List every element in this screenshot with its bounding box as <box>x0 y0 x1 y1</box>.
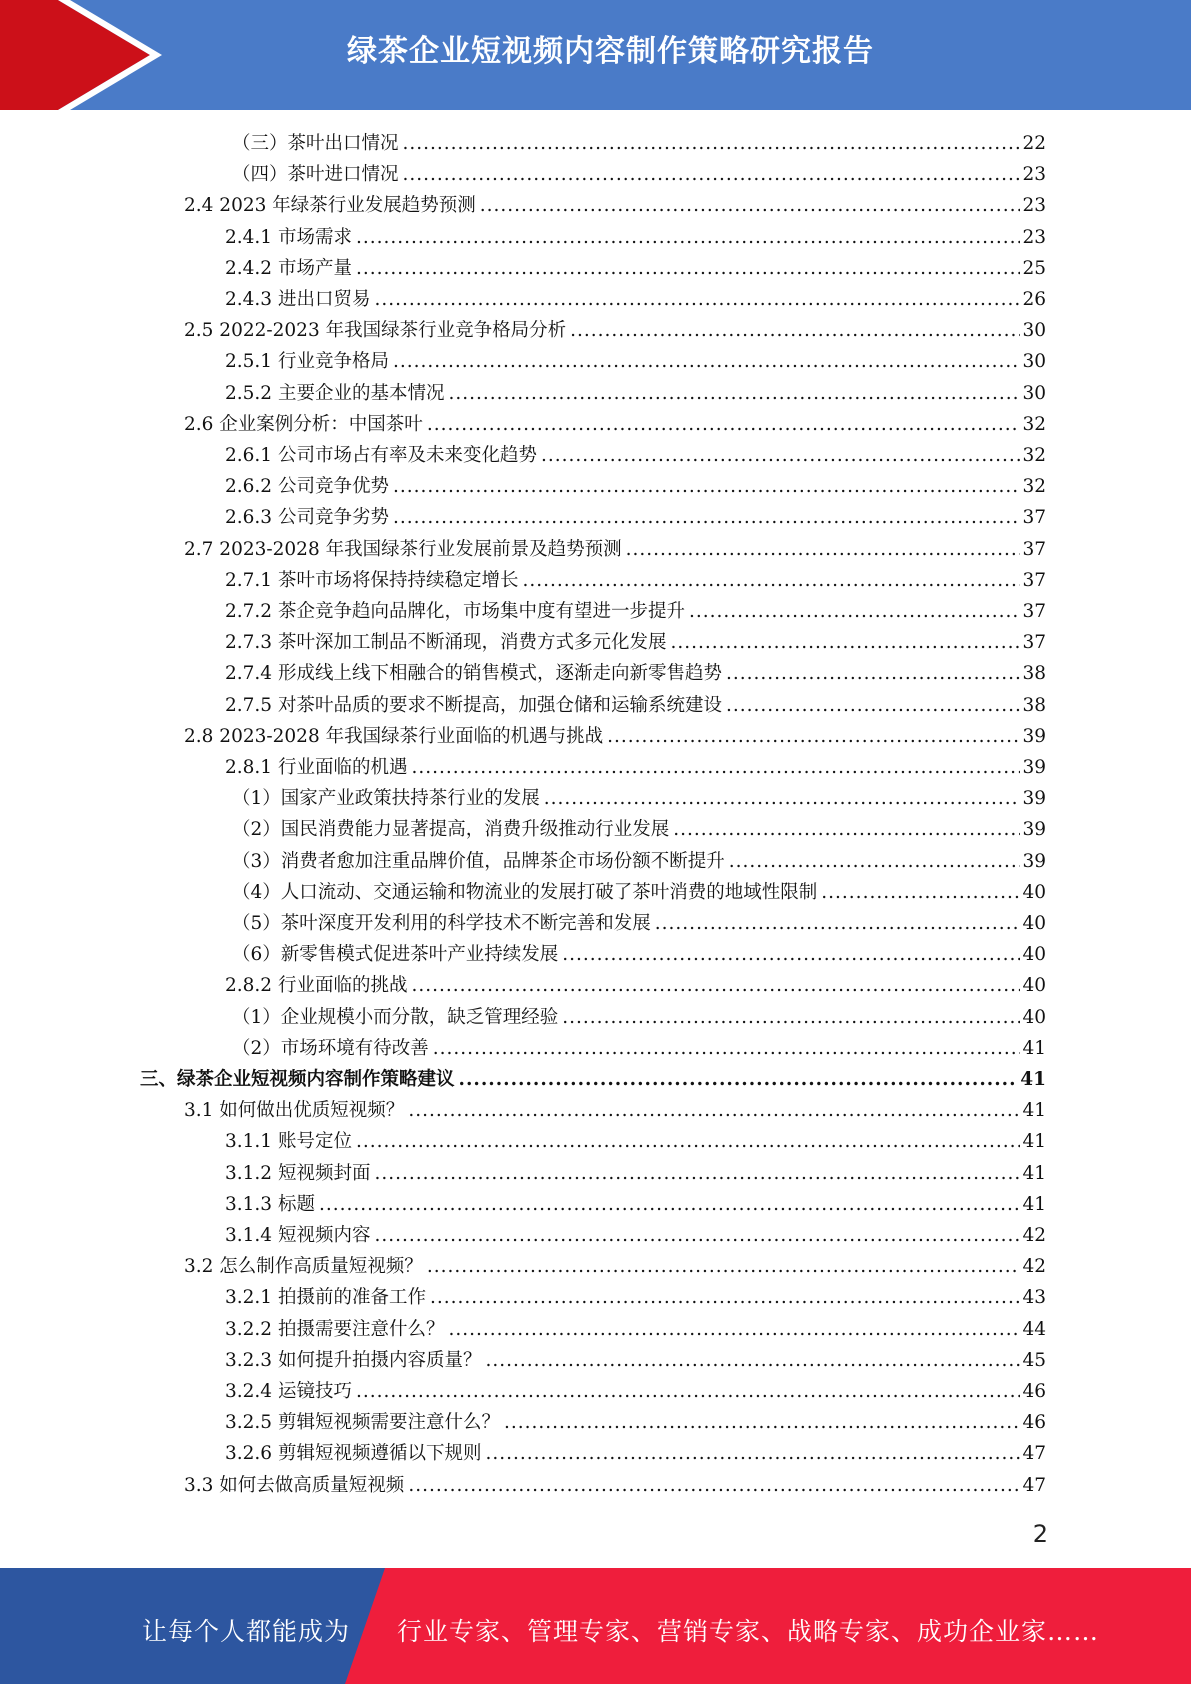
toc-dot-leader <box>689 596 1020 627</box>
toc-dot-leader <box>544 783 1021 814</box>
toc-dot-leader <box>356 253 1021 284</box>
toc-dot-leader <box>821 877 1020 908</box>
toc-entry-title: 2.7.1 茶叶市场将保持持续稳定增长 <box>225 569 519 591</box>
toc-entry-page: 25 <box>1022 257 1046 279</box>
toc-dot-leader <box>485 1438 1020 1469</box>
toc-dot-leader <box>374 284 1020 315</box>
toc-entry-page: 41 <box>1022 1100 1046 1122</box>
toc-entry[interactable] <box>232 1033 1046 1064</box>
toc-entry-title: 2.8.1 行业面临的机遇 <box>225 757 408 778</box>
toc-entry-page: 37 <box>1022 601 1046 622</box>
toc-entry-title: 2.7.3 茶叶深加工制品不断涌现，消费方式多元化发展 <box>225 632 667 654</box>
toc-dot-leader <box>562 939 1020 970</box>
toc-entry-title: 3.1 如何做出优质短视频？ <box>184 1100 405 1122</box>
toc-entry-page: 37 <box>1022 538 1046 560</box>
toc-entry[interactable] <box>225 690 1046 721</box>
toc-entry[interactable] <box>232 939 1046 970</box>
toc-dot-leader <box>459 1064 1019 1095</box>
toc-entry[interactable] <box>184 190 1046 221</box>
toc-entry-page: 30 <box>1022 351 1046 373</box>
toc-entry-page: 39 <box>1022 725 1046 747</box>
toc-entry-title: 2.6.3 公司竞争劣势 <box>225 507 389 529</box>
toc-dot-leader <box>726 658 1020 689</box>
toc-dot-leader <box>480 190 1021 221</box>
toc-entry[interactable] <box>225 1345 1046 1376</box>
toc-entry[interactable] <box>225 596 1046 627</box>
toc-entry-title: 3.2.2 拍摄需要注意什么？ <box>225 1318 445 1340</box>
toc-entry-title: 3.2.4 运镜技巧 <box>225 1381 352 1402</box>
toc-entry-title: 3.1.3 标题 <box>225 1193 315 1215</box>
toc-dot-leader <box>356 222 1021 253</box>
toc-dot-leader <box>403 128 1021 159</box>
toc-dot-leader <box>319 1189 1021 1220</box>
toc-entry-title: （1）国家产业政策扶持茶行业的发展 <box>232 788 540 810</box>
toc-entry[interactable] <box>232 1002 1046 1033</box>
toc-entry-title: （6）新零售模式促进茶叶产业持续发展 <box>232 944 559 966</box>
toc-entry-title: （4）人口流动、交通运输和物流业的发展打破了茶叶消费的地域性限制 <box>232 881 818 903</box>
toc-dot-leader <box>393 346 1020 377</box>
toc-entry-page: 40 <box>1022 1006 1046 1028</box>
toc-dot-leader <box>408 1470 1020 1501</box>
toc-entry-page: 41 <box>1020 1069 1046 1090</box>
toc-entry-title: 2.7 2023-2028 年我国绿茶行业发展前景及趋势预测 <box>184 538 622 560</box>
toc-entry[interactable] <box>225 502 1046 533</box>
toc-entry-title: 2.4.3 进出口贸易 <box>225 289 371 310</box>
toc-entry-page: 42 <box>1022 1256 1046 1278</box>
toc-entry[interactable] <box>225 752 1046 783</box>
toc-dot-leader <box>430 1282 1020 1313</box>
toc-entry-title: 3.2.3 如何提升拍摄内容质量？ <box>225 1349 482 1371</box>
toc-entry[interactable] <box>232 783 1046 814</box>
toc-entry-title: 2.6.1 公司市场占有率及未来变化趋势 <box>225 445 537 466</box>
toc-dot-leader <box>448 1314 1020 1345</box>
page-footer <box>0 1568 1191 1684</box>
toc-entry-title: 3.2 怎么制作高质量短视频？ <box>184 1256 423 1278</box>
toc-entry[interactable] <box>184 1251 1046 1282</box>
toc-entry-title: 3.1.4 短视频内容 <box>225 1225 371 1246</box>
toc-entry-page: 41 <box>1022 1162 1046 1184</box>
toc-entry[interactable] <box>184 721 1046 752</box>
toc-dot-leader <box>504 1407 1020 1438</box>
toc-entry-page: 41 <box>1022 1037 1046 1059</box>
toc-dot-leader <box>411 752 1020 783</box>
toc-entry-page: 38 <box>1022 663 1046 685</box>
toc-dot-leader <box>393 471 1020 502</box>
toc-dot-leader <box>570 315 1020 346</box>
toc-entry-title: 2.6 企业案例分析：中国茶叶 <box>184 413 423 435</box>
toc-entry-page: 39 <box>1022 757 1046 778</box>
toc-entry-page: 32 <box>1022 476 1046 498</box>
toc-entry-title: （1）企业规模小而分散，缺乏管理经验 <box>232 1006 559 1028</box>
toc-entry[interactable] <box>184 1470 1046 1501</box>
toc-entry-page: 47 <box>1022 1474 1046 1496</box>
toc-entry-page: 37 <box>1022 632 1046 654</box>
toc-entry-title: 3.1.1 账号定位 <box>225 1131 352 1153</box>
toc-entry[interactable] <box>225 440 1046 471</box>
toc-entry[interactable] <box>225 1376 1046 1407</box>
toc-dot-leader <box>729 846 1021 877</box>
toc-entry-page: 41 <box>1022 1131 1046 1153</box>
toc-entry-page: 46 <box>1022 1412 1046 1434</box>
toc-entry[interactable] <box>225 565 1046 596</box>
toc-entry[interactable] <box>184 1095 1046 1126</box>
toc-entry[interactable] <box>225 222 1046 253</box>
toc-entry-title: 2.8 2023-2028 年我国绿茶行业面临的机遇与挑战 <box>184 725 604 747</box>
toc-entry-title: 三、绿茶企业短视频内容制作策略建议 <box>140 1069 455 1090</box>
toc-dot-leader <box>374 1220 1020 1251</box>
toc-entry-page: 40 <box>1022 944 1046 966</box>
toc-dot-leader <box>408 1095 1020 1126</box>
toc-entry[interactable] <box>225 284 1046 315</box>
toc-entry[interactable] <box>232 159 1046 190</box>
toc-entry[interactable] <box>225 1189 1046 1220</box>
toc-entry-page: 47 <box>1022 1443 1046 1465</box>
toc-entry-page: 41 <box>1022 1193 1046 1215</box>
toc-dot-leader <box>607 721 1020 752</box>
page-header <box>0 0 1191 110</box>
toc-entry[interactable] <box>225 1220 1046 1251</box>
toc-entry-title: （3）消费者愈加注重品牌价值，品牌茶企市场份额不断提升 <box>232 850 725 872</box>
toc-entry-page: 43 <box>1022 1287 1046 1309</box>
toc-entry-title: 2.4 2023 年绿茶行业发展趋势预测 <box>184 195 476 217</box>
toc-entry-title: 2.5.1 行业竞争格局 <box>225 351 389 373</box>
toc-dot-leader <box>374 1158 1020 1189</box>
toc-dot-leader <box>485 1345 1020 1376</box>
toc-dot-leader <box>448 378 1020 409</box>
toc-entry[interactable] <box>225 1314 1046 1345</box>
toc-entry-title: 3.1.2 短视频封面 <box>225 1162 371 1184</box>
toc-entry[interactable] <box>225 346 1046 377</box>
toc-dot-leader <box>356 1126 1021 1157</box>
toc-dot-leader <box>541 440 1020 471</box>
toc-entry-page: 37 <box>1022 507 1046 529</box>
footer-slogan-left: 让每个人都能成为 <box>142 1617 351 1646</box>
toc-entry-page: 37 <box>1022 569 1046 591</box>
page-number: 2 <box>1032 1520 1048 1548</box>
toc-entry-page: 22 <box>1022 133 1046 154</box>
toc-entry-page: 32 <box>1022 445 1046 466</box>
toc-entry[interactable] <box>225 471 1046 502</box>
toc-entry-title: 3.3 如何去做高质量短视频 <box>184 1474 405 1496</box>
toc-entry[interactable] <box>232 877 1046 908</box>
toc-entry-page: 26 <box>1022 289 1046 310</box>
toc-dot-leader <box>356 1376 1021 1407</box>
toc-entry-title: 2.6.2 公司竞争优势 <box>225 476 389 498</box>
toc-entry-page: 39 <box>1022 850 1046 872</box>
toc-entry[interactable] <box>225 378 1046 409</box>
toc-entry-page: 45 <box>1022 1349 1046 1371</box>
toc-entry-page: 42 <box>1022 1225 1046 1246</box>
toc-entry[interactable] <box>232 814 1046 845</box>
toc-entry-title: 2.5 2022-2023 年我国绿茶行业竞争格局分析 <box>184 320 567 342</box>
toc-entry-title: （5）茶叶深度开发利用的科学技术不断完善和发展 <box>232 913 651 934</box>
toc-entry-page: 46 <box>1022 1381 1046 1402</box>
toc-dot-leader <box>673 814 1020 845</box>
toc-dot-leader <box>655 908 1021 939</box>
toc-entry-title: （2）国民消费能力显著提高，消费升级推动行业发展 <box>232 819 670 841</box>
toc-entry-title: 2.7.4 形成线上线下相融合的销售模式，逐渐走向新零售趋势 <box>225 663 722 685</box>
toc-entry-title: 2.5.2 主要企业的基本情况 <box>225 382 445 404</box>
toc-entry-page: 30 <box>1022 382 1046 404</box>
toc-entry-title: 2.7.2 茶企竞争趋向品牌化，市场集中度有望进一步提升 <box>225 601 685 622</box>
toc-entry-page: 30 <box>1022 320 1046 342</box>
toc-dot-leader <box>562 1002 1020 1033</box>
toc-entry[interactable] <box>184 315 1046 346</box>
toc-entry[interactable] <box>184 534 1046 565</box>
toc-entry-page: 39 <box>1022 788 1046 810</box>
toc-entry[interactable] <box>225 1438 1046 1469</box>
toc-entry[interactable] <box>140 1064 1046 1095</box>
toc-dot-leader <box>433 1033 1021 1064</box>
toc-entry-page: 23 <box>1022 164 1046 186</box>
toc-entry-title: 2.4.1 市场需求 <box>225 226 352 248</box>
toc-entry-title: 2.4.2 市场产量 <box>225 257 352 279</box>
toc-entry-title: 2.7.5 对茶叶品质的要求不断提高，加强仓储和运输系统建设 <box>225 694 722 716</box>
toc-entry-page: 23 <box>1022 195 1046 217</box>
footer-slogan-right: 行业专家、管理专家、营销专家、战略专家、成功企业家…… <box>397 1617 1100 1646</box>
toc-entry[interactable] <box>225 627 1046 658</box>
toc-dot-leader <box>411 970 1020 1001</box>
toc-entry-title: 3.2.1 拍摄前的准备工作 <box>225 1287 426 1309</box>
toc-entry-title: 3.2.6 剪辑短视频遵循以下规则 <box>225 1443 482 1465</box>
toc-entry[interactable] <box>225 970 1046 1001</box>
toc-entry[interactable] <box>184 409 1046 440</box>
toc-entry-page: 44 <box>1022 1318 1046 1340</box>
toc-entry[interactable] <box>225 1126 1046 1157</box>
toc-entry-title: 2.8.2 行业面临的挑战 <box>225 975 408 997</box>
toc-entry[interactable] <box>232 128 1046 159</box>
toc-entry-title: （三）茶叶出口情况 <box>232 133 399 154</box>
toc-entry-page: 40 <box>1022 913 1046 934</box>
toc-entry-page: 40 <box>1022 975 1046 997</box>
toc-entry-title: （四）茶叶进口情况 <box>232 164 399 186</box>
toc-dot-leader <box>670 627 1020 658</box>
toc-entry-page: 38 <box>1022 694 1046 716</box>
toc-entry-page: 23 <box>1022 226 1046 248</box>
toc-entry[interactable] <box>232 846 1046 877</box>
toc-entry-page: 39 <box>1022 819 1046 841</box>
toc-entry[interactable] <box>225 1158 1046 1189</box>
toc-dot-leader <box>427 1251 1021 1282</box>
toc-entry-page: 32 <box>1022 413 1046 435</box>
toc-dot-leader <box>403 159 1021 190</box>
toc-entry-title: 3.2.5 剪辑短视频需要注意什么？ <box>225 1412 500 1434</box>
toc-entry[interactable] <box>232 908 1046 939</box>
toc-entry[interactable] <box>225 1407 1046 1438</box>
toc-dot-leader <box>626 534 1021 565</box>
toc-entry[interactable] <box>225 658 1046 689</box>
toc-dot-leader <box>522 565 1020 596</box>
toc-dot-leader <box>393 502 1020 533</box>
report-title: 绿茶企业短视频内容制作策略研究报告 <box>347 34 874 69</box>
toc-entry-page: 40 <box>1022 881 1046 903</box>
toc-entry-title: （2）市场环境有待改善 <box>232 1037 429 1059</box>
toc-dot-leader <box>427 409 1021 440</box>
toc-entry[interactable] <box>225 253 1046 284</box>
toc-dot-leader <box>726 690 1020 721</box>
toc-entry[interactable] <box>225 1282 1046 1313</box>
